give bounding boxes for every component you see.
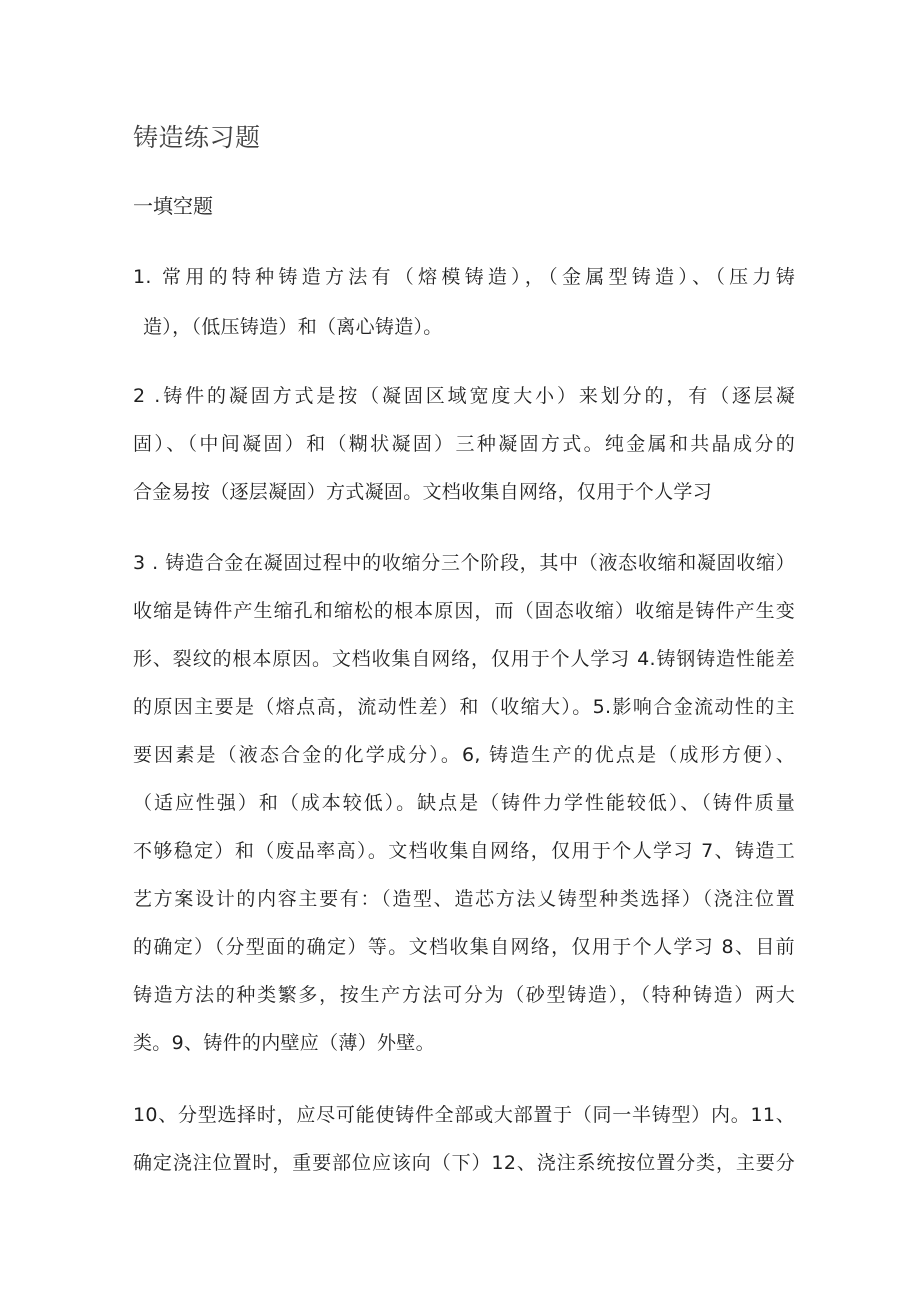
paragraph-line: 确定浇注位置时，重要部位应该向（下）12、浇注系统按位置分类，主要分 bbox=[133, 1152, 795, 1174]
paragraph-line: 要因素是（液态合金的化学成分）。6, 铸造生产的优点是（成形方便）、 bbox=[133, 744, 795, 766]
section-heading: 一填空题 bbox=[133, 194, 213, 218]
paragraph-line: 10、分型选择时，应尽可能使铸件全部或大部置于（同一半铸型）内。11、 bbox=[133, 1104, 795, 1126]
paragraph-line: 的原因主要是（熔点高，流动性差）和（收缩大）。5.影响合金流动性的主 bbox=[133, 696, 795, 718]
paragraph-line: 2 .铸件的凝固方式是按（凝固区域宽度大小）来划分的，有（逐层凝 bbox=[133, 385, 795, 407]
paragraph-line: 铸造方法的种类繁多，按生产方法可分为（砂型铸造），（特种铸造）两大 bbox=[133, 984, 795, 1006]
paragraph-line: 3 . 铸造合金在凝固过程中的收缩分三个阶段，其中（液态收缩和凝固收缩） bbox=[133, 552, 795, 574]
paragraph-line: 固）、（中间凝固）和（糊状凝固）三种凝固方式。纯金属和共晶成分的 bbox=[133, 433, 795, 455]
paragraph-line: 类。9、铸件的内壁应（薄）外壁。 bbox=[133, 1032, 435, 1054]
document-title: 铸造练习题 bbox=[133, 123, 261, 152]
paragraph-line: 造），（低压铸造）和（离心铸造）。 bbox=[143, 316, 443, 338]
paragraph-line: 合金易按（逐层凝固）方式凝固。文档收集自网络，仅用于个人学习 bbox=[133, 481, 713, 503]
paragraph-line: 艺方案设计的内容主要有：（造型、造芯方法乂铸型种类选择）（浇注位置 bbox=[133, 888, 795, 910]
paragraph-line: 的确定）（分型面的确定）等。文档收集自网络，仅用于个人学习 8、目前 bbox=[133, 936, 795, 958]
paragraph-line: 不够稳定）和（废品率高）。文档收集自网络，仅用于个人学习 7、铸造工 bbox=[133, 840, 795, 862]
paragraph-line: （适应性强）和（成本较低）。缺点是（铸件力学性能较低）、（铸件质量 bbox=[133, 792, 795, 814]
paragraph-line: 收缩是铸件产生缩孔和缩松的根本原因，而（固态收缩）收缩是铸件产生变 bbox=[133, 600, 795, 622]
paragraph-line: 1. 常用的特种铸造方法有（熔模铸造），（金属型铸造）、（压力铸 bbox=[133, 266, 795, 288]
paragraph-line: 形、裂纹的根本原因。文档收集自网络，仅用于个人学习 4.铸钢铸造性能差 bbox=[133, 648, 795, 670]
